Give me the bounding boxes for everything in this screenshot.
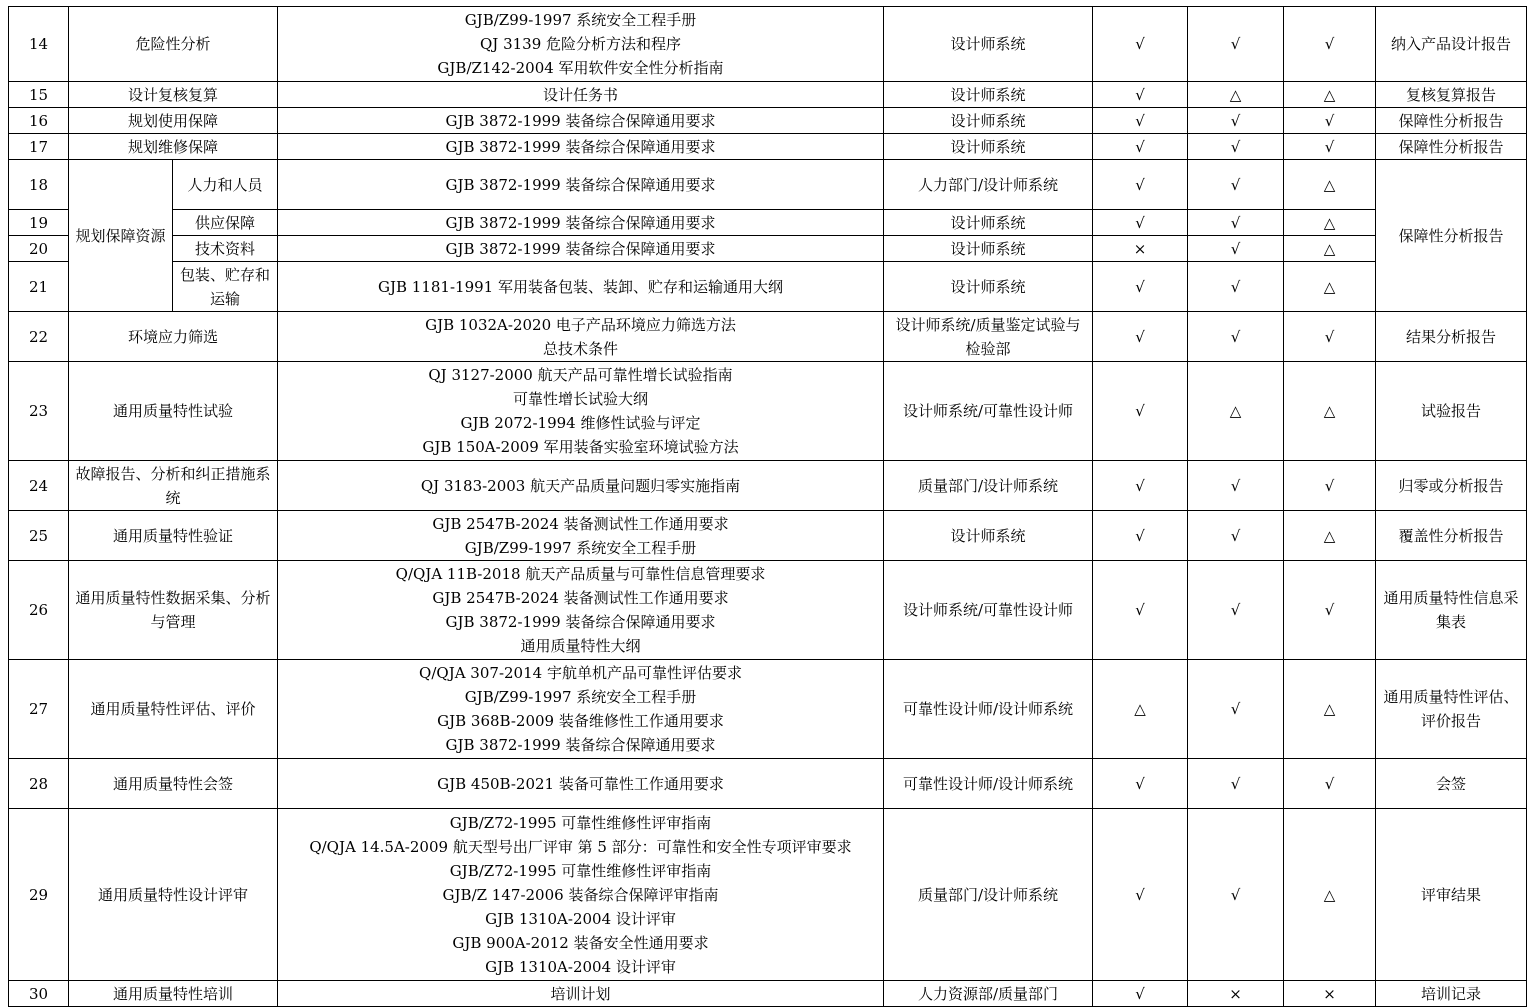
table-row xyxy=(9,7,1527,82)
stage-mark-2: △ xyxy=(1188,362,1284,461)
standard-line: GJB 900A-2012 装备安全性通用要求 xyxy=(452,933,709,952)
standard-line: GJB 3872-1999 装备综合保障通用要求 xyxy=(445,111,716,130)
requirements-table xyxy=(8,6,1527,1007)
standard-line: Q/QJA 307-2014 宇航单机产品可靠性评估要求 xyxy=(419,664,742,682)
standard-line: 总技术条件 xyxy=(542,339,618,358)
stage-mark-2: √ xyxy=(1188,210,1284,236)
table-row xyxy=(9,362,1527,461)
output-doc: 试验报告 xyxy=(1376,362,1527,461)
group-label: 规划保障资源 xyxy=(69,160,173,312)
standard-line: GJB 368B-2009 装备维修性工作通用要求 xyxy=(437,712,724,730)
standards-cell xyxy=(278,511,884,561)
table-row xyxy=(9,134,1527,160)
stage-mark-2: √ xyxy=(1188,236,1284,262)
standard-line: GJB 3872-1999 装备综合保障通用要求 xyxy=(445,175,716,194)
work-item: 故障报告、分析和纠正措施系统 xyxy=(69,461,278,511)
row-number: 22 xyxy=(9,312,69,362)
stage-mark-3: △ xyxy=(1284,660,1376,759)
stage-mark-3: △ xyxy=(1284,236,1376,262)
standards-cell xyxy=(278,660,884,759)
standard-line: Q/QJA 11B-2018 航天产品质量与可靠性信息管理要求 xyxy=(395,565,766,583)
table-row xyxy=(9,809,1527,981)
stage-mark-1: × xyxy=(1093,236,1188,262)
stage-mark-2: × xyxy=(1188,981,1284,1007)
standards-cell xyxy=(278,759,884,809)
responsible-dept: 设计师系统/可靠性设计师 xyxy=(884,561,1093,660)
responsible-dept: 人力资源部/质量部门 xyxy=(884,981,1093,1007)
row-number: 17 xyxy=(9,134,69,160)
responsible-dept: 可靠性设计师/设计师系统 xyxy=(884,759,1093,809)
stage-mark-1: √ xyxy=(1093,362,1188,461)
responsible-dept: 质量部门/设计师系统 xyxy=(884,809,1093,981)
stage-mark-2: √ xyxy=(1188,660,1284,759)
output-doc: 保障性分析报告 xyxy=(1376,108,1527,134)
stage-mark-3: △ xyxy=(1284,210,1376,236)
standard-line: GJB/Z142-2004 军用软件安全性分析指南 xyxy=(437,59,724,77)
row-number: 21 xyxy=(9,262,69,312)
stage-mark-1: √ xyxy=(1093,210,1188,236)
table-row xyxy=(9,160,1527,210)
responsible-dept: 可靠性设计师/设计师系统 xyxy=(884,660,1093,759)
table-row xyxy=(9,262,1527,312)
stage-mark-1: √ xyxy=(1093,461,1188,511)
work-item: 危险性分析 xyxy=(69,7,278,82)
standard-line: GJB 3872-1999 装备综合保障通用要求 xyxy=(445,137,716,156)
standards-cell xyxy=(278,7,884,82)
standards-cell xyxy=(278,160,884,210)
standard-line: GJB/Z 147-2006 装备综合保障评审指南 xyxy=(442,885,719,904)
row-number: 20 xyxy=(9,236,69,262)
table-row xyxy=(9,108,1527,134)
stage-mark-2: √ xyxy=(1188,809,1284,981)
table-row xyxy=(9,759,1527,809)
work-item: 规划维修保障 xyxy=(69,134,278,160)
stage-mark-2: △ xyxy=(1188,82,1284,108)
stage-mark-3: √ xyxy=(1284,108,1376,134)
work-item: 通用质量特性试验 xyxy=(69,362,278,461)
output-doc: 培训记录 xyxy=(1376,981,1527,1007)
responsible-dept: 设计师系统 xyxy=(884,511,1093,561)
stage-mark-1: √ xyxy=(1093,108,1188,134)
stage-mark-3: △ xyxy=(1284,262,1376,312)
stage-mark-1: √ xyxy=(1093,82,1188,108)
standards-cell xyxy=(278,461,884,511)
row-number: 30 xyxy=(9,981,69,1007)
stage-mark-3: √ xyxy=(1284,7,1376,82)
responsible-dept: 质量部门/设计师系统 xyxy=(884,461,1093,511)
responsible-dept: 人力部门/设计师系统 xyxy=(884,160,1093,210)
output-doc: 结果分析报告 xyxy=(1376,312,1527,362)
stage-mark-3: √ xyxy=(1284,561,1376,660)
standard-line: GJB/Z99-1997 系统安全工程手册 xyxy=(464,11,697,29)
stage-mark-1: √ xyxy=(1093,312,1188,362)
stage-mark-3: √ xyxy=(1284,759,1376,809)
work-item: 通用质量特性会签 xyxy=(69,759,278,809)
standards-cell xyxy=(278,809,884,981)
stage-mark-1: △ xyxy=(1093,660,1188,759)
standard-line: GJB 3872-1999 装备综合保障通用要求 xyxy=(445,213,716,232)
stage-mark-2: √ xyxy=(1188,759,1284,809)
row-number: 26 xyxy=(9,561,69,660)
standards-cell xyxy=(278,981,884,1007)
stage-mark-1: √ xyxy=(1093,262,1188,312)
work-item: 规划使用保障 xyxy=(69,108,278,134)
standard-line: GJB 1181-1991 军用装备包装、装卸、贮存和运输通用大纲 xyxy=(378,277,783,296)
output-doc: 评审结果 xyxy=(1376,809,1527,981)
work-item: 通用质量特性验证 xyxy=(69,511,278,561)
stage-mark-2: √ xyxy=(1188,7,1284,82)
stage-mark-1: √ xyxy=(1093,981,1188,1007)
stage-mark-1: √ xyxy=(1093,160,1188,210)
stage-mark-2: √ xyxy=(1188,108,1284,134)
stage-mark-1: √ xyxy=(1093,511,1188,561)
row-number: 29 xyxy=(9,809,69,981)
standard-line: QJ 3183-2003 航天产品质量问题归零实施指南 xyxy=(420,476,741,495)
standards-cell xyxy=(278,362,884,461)
standard-line: GJB 1032A-2020 电子产品环境应力筛选方法 xyxy=(425,315,736,334)
stage-mark-1: √ xyxy=(1093,134,1188,160)
responsible-dept: 设计师系统 xyxy=(884,236,1093,262)
output-doc: 复核复算报告 xyxy=(1376,82,1527,108)
standard-line: GJB/Z99-1997 系统安全工程手册 xyxy=(464,538,697,557)
standard-line: 设计任务书 xyxy=(542,85,618,104)
standard-line: GJB 1310A-2004 设计评审 xyxy=(485,909,676,928)
standard-line: GJB/Z72-1995 可靠性维修性评审指南 xyxy=(449,813,712,832)
stage-mark-3: √ xyxy=(1284,461,1376,511)
table-row xyxy=(9,210,1527,236)
table-row xyxy=(9,236,1527,262)
standards-cell xyxy=(278,561,884,660)
standard-line: GJB 1310A-2004 设计评审 xyxy=(485,957,676,976)
stage-mark-3: △ xyxy=(1284,809,1376,981)
table-row xyxy=(9,981,1527,1007)
row-number: 23 xyxy=(9,362,69,461)
stage-mark-3: △ xyxy=(1284,82,1376,108)
stage-mark-3: √ xyxy=(1284,134,1376,160)
stage-mark-2: √ xyxy=(1188,312,1284,362)
stage-mark-2: √ xyxy=(1188,461,1284,511)
responsible-dept: 设计师系统 xyxy=(884,7,1093,82)
stage-mark-2: √ xyxy=(1188,160,1284,210)
standard-line: QJ 3127-2000 航天产品可靠性增长试验指南 xyxy=(428,366,733,384)
stage-mark-2: √ xyxy=(1188,262,1284,312)
work-item: 通用质量特性评估、评价 xyxy=(69,660,278,759)
row-number: 28 xyxy=(9,759,69,809)
standard-line: GJB 2547B-2024 装备测试性工作通用要求 xyxy=(432,514,729,533)
output-doc: 归零或分析报告 xyxy=(1376,461,1527,511)
responsible-dept: 设计师系统/质量鉴定试验与检验部 xyxy=(884,312,1093,362)
standard-line: GJB/Z72-1995 可靠性维修性评审指南 xyxy=(449,861,712,880)
standard-line: GJB 3872-1999 装备综合保障通用要求 xyxy=(445,736,716,754)
work-item: 环境应力筛选 xyxy=(69,312,278,362)
row-number: 15 xyxy=(9,82,69,108)
stage-mark-1: √ xyxy=(1093,759,1188,809)
stage-mark-2: √ xyxy=(1188,511,1284,561)
standard-line: Q/QJA 14.5A-2009 航天型号出厂评审 第 5 部分：可靠性和安全性专项评审要求 xyxy=(309,837,852,856)
row-number: 16 xyxy=(9,108,69,134)
row-number: 19 xyxy=(9,210,69,236)
stage-mark-2: √ xyxy=(1188,561,1284,660)
standard-line: GJB 2072-1994 维修性试验与评定 xyxy=(460,414,701,432)
stage-mark-3: △ xyxy=(1284,362,1376,461)
standard-line: GJB/Z99-1997 系统安全工程手册 xyxy=(464,688,697,706)
stage-mark-3: √ xyxy=(1284,312,1376,362)
responsible-dept: 设计师系统 xyxy=(884,134,1093,160)
standards-cell xyxy=(278,262,884,312)
responsible-dept: 设计师系统/可靠性设计师 xyxy=(884,362,1093,461)
output-doc: 保障性分析报告 xyxy=(1376,134,1527,160)
standards-cell xyxy=(278,134,884,160)
standards-cell xyxy=(278,312,884,362)
standards-cell xyxy=(278,108,884,134)
work-item: 供应保障 xyxy=(173,210,278,236)
row-number: 24 xyxy=(9,461,69,511)
responsible-dept: 设计师系统 xyxy=(884,210,1093,236)
stage-mark-2: √ xyxy=(1188,134,1284,160)
output-doc: 覆盖性分析报告 xyxy=(1376,511,1527,561)
standard-line: GJB 150A-2009 军用装备实验室环境试验方法 xyxy=(422,438,739,456)
stage-mark-3: △ xyxy=(1284,160,1376,210)
row-number: 14 xyxy=(9,7,69,82)
responsible-dept: 设计师系统 xyxy=(884,82,1093,108)
standard-line: GJB 3872-1999 装备综合保障通用要求 xyxy=(445,239,716,258)
output-doc: 会签 xyxy=(1376,759,1527,809)
output-doc: 纳入产品设计报告 xyxy=(1376,7,1527,82)
stage-mark-1: √ xyxy=(1093,7,1188,82)
standards-cell xyxy=(278,82,884,108)
standards-cell xyxy=(278,236,884,262)
standard-line: 可靠性增长试验大纲 xyxy=(512,390,648,408)
table-row xyxy=(9,82,1527,108)
responsible-dept: 设计师系统 xyxy=(884,108,1093,134)
work-item: 包装、贮存和运输 xyxy=(173,262,278,312)
output-doc: 通用质量特性评估、评价报告 xyxy=(1376,660,1527,759)
standard-line: 培训计划 xyxy=(550,984,611,1003)
table-row xyxy=(9,561,1527,660)
standard-line: GJB 2547B-2024 装备测试性工作通用要求 xyxy=(432,589,729,607)
work-item: 通用质量特性设计评审 xyxy=(69,809,278,981)
standard-line: 通用质量特性大纲 xyxy=(520,637,641,655)
standard-line: GJB 3872-1999 装备综合保障通用要求 xyxy=(445,613,716,631)
table-row xyxy=(9,461,1527,511)
row-number: 27 xyxy=(9,660,69,759)
work-item: 人力和人员 xyxy=(173,160,278,210)
stage-mark-1: √ xyxy=(1093,561,1188,660)
standards-cell xyxy=(278,210,884,236)
standard-line: GJB 450B-2021 装备可靠性工作通用要求 xyxy=(437,774,724,793)
stage-mark-3: × xyxy=(1284,981,1376,1007)
responsible-dept: 设计师系统 xyxy=(884,262,1093,312)
table-row xyxy=(9,660,1527,759)
standard-line: QJ 3139 危险分析方法和程序 xyxy=(479,35,682,53)
stage-mark-3: △ xyxy=(1284,511,1376,561)
work-item: 通用质量特性培训 xyxy=(69,981,278,1007)
table-row xyxy=(9,511,1527,561)
output-doc: 通用质量特性信息采集表 xyxy=(1376,561,1527,660)
work-item: 技术资料 xyxy=(173,236,278,262)
work-item: 设计复核复算 xyxy=(69,82,278,108)
row-number: 25 xyxy=(9,511,69,561)
work-item: 通用质量特性数据采集、分析与管理 xyxy=(69,561,278,660)
row-number: 18 xyxy=(9,160,69,210)
table-row xyxy=(9,312,1527,362)
output-doc: 保障性分析报告 xyxy=(1376,160,1527,312)
stage-mark-1: √ xyxy=(1093,809,1188,981)
